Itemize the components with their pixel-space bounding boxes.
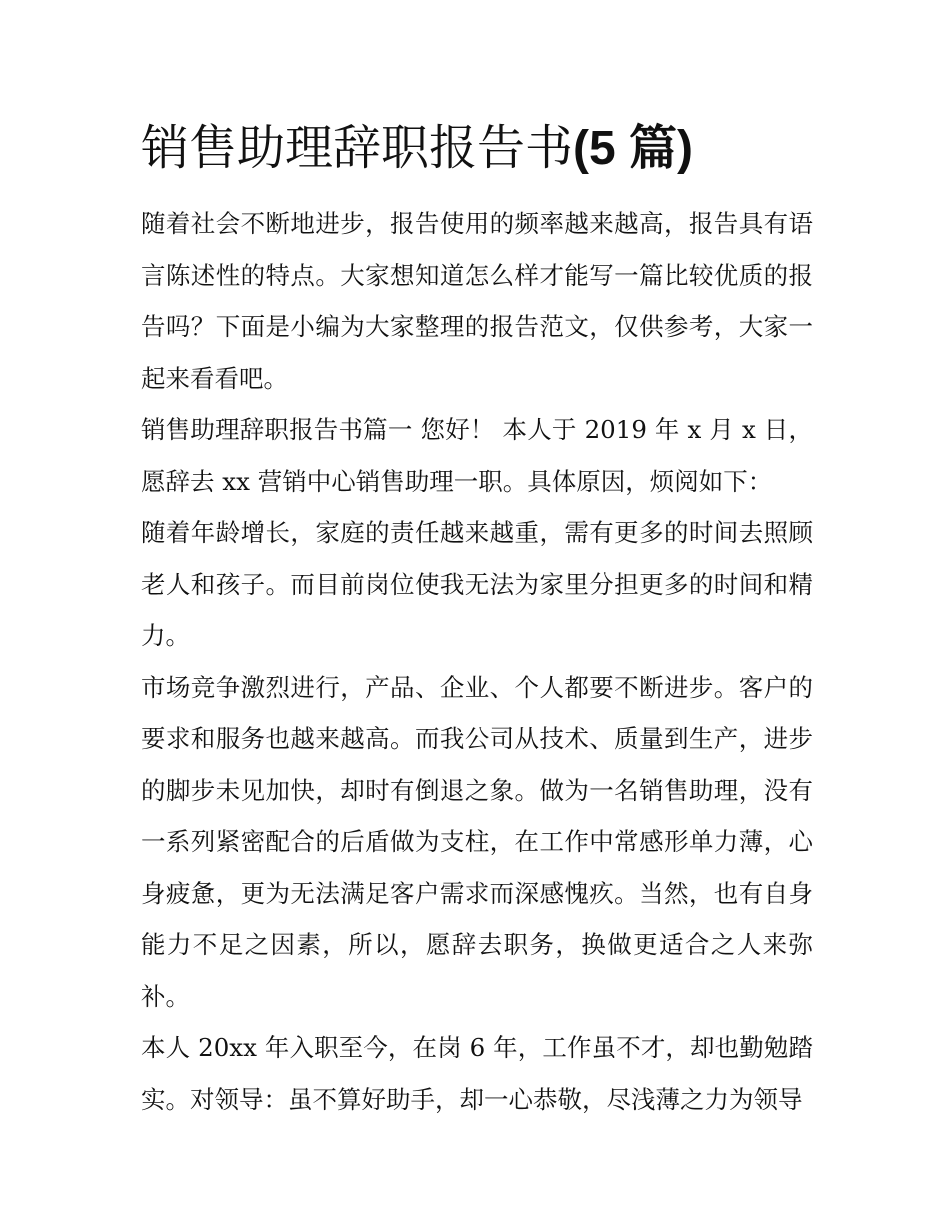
document-title [141, 112, 841, 185]
paragraph-intro: 随着社会不断地进步，报告使用的频率越来越高，报告具有语言陈述性的特点。大家想知道怎么样才能写一篇比较优质的报告吗？下面是小编为大家整理的报告范文，仅供参考，大家一起来看看吧。 [141, 209, 813, 393]
document-body [141, 198, 813, 1125]
paragraph-market-reason: 市场竞争激烈进行，产品、企业、个人都要不断进步。客户的要求和服务也越来越高。而我公司从技术、质量到生产，进步的脚步未见加快，却时有倒退之象。做为一名销售助理，没有一系列紧密配合的后盾做为支柱，在工作中常感形单力薄，心身疲惫，更为无法满足客户需求而深感愧疚。当然，也有自身能力不足之因素，所以，愿辞去职务，换做更适合之人来弥补。 [141, 672, 813, 1011]
title-main: 销售助理辞职报告书 [141, 120, 574, 176]
title-suffix: (5 篇) [573, 122, 694, 175]
paragraph-greeting: 销售助理辞职报告书篇一 您好！ 本人于 2019 年 x 月 x 日，愿辞去 xx 营销中心销售助理一职。具体原因，烦阅如下： [141, 415, 813, 496]
paragraph-family-reason: 随着年龄增长，家庭的责任越来越重，需有更多的时间去照顾老人和孩子。而目前岗位使我无法为家里分担更多的时间和精力。 [141, 518, 813, 650]
paragraph-tenure: 本人 20xx 年入职至今，在岗 6 年，工作虽不才，却也勤勉踏实。对领导：虽不算好助手，却一心恭敬，尽浅薄之力为领导 [141, 1033, 813, 1114]
